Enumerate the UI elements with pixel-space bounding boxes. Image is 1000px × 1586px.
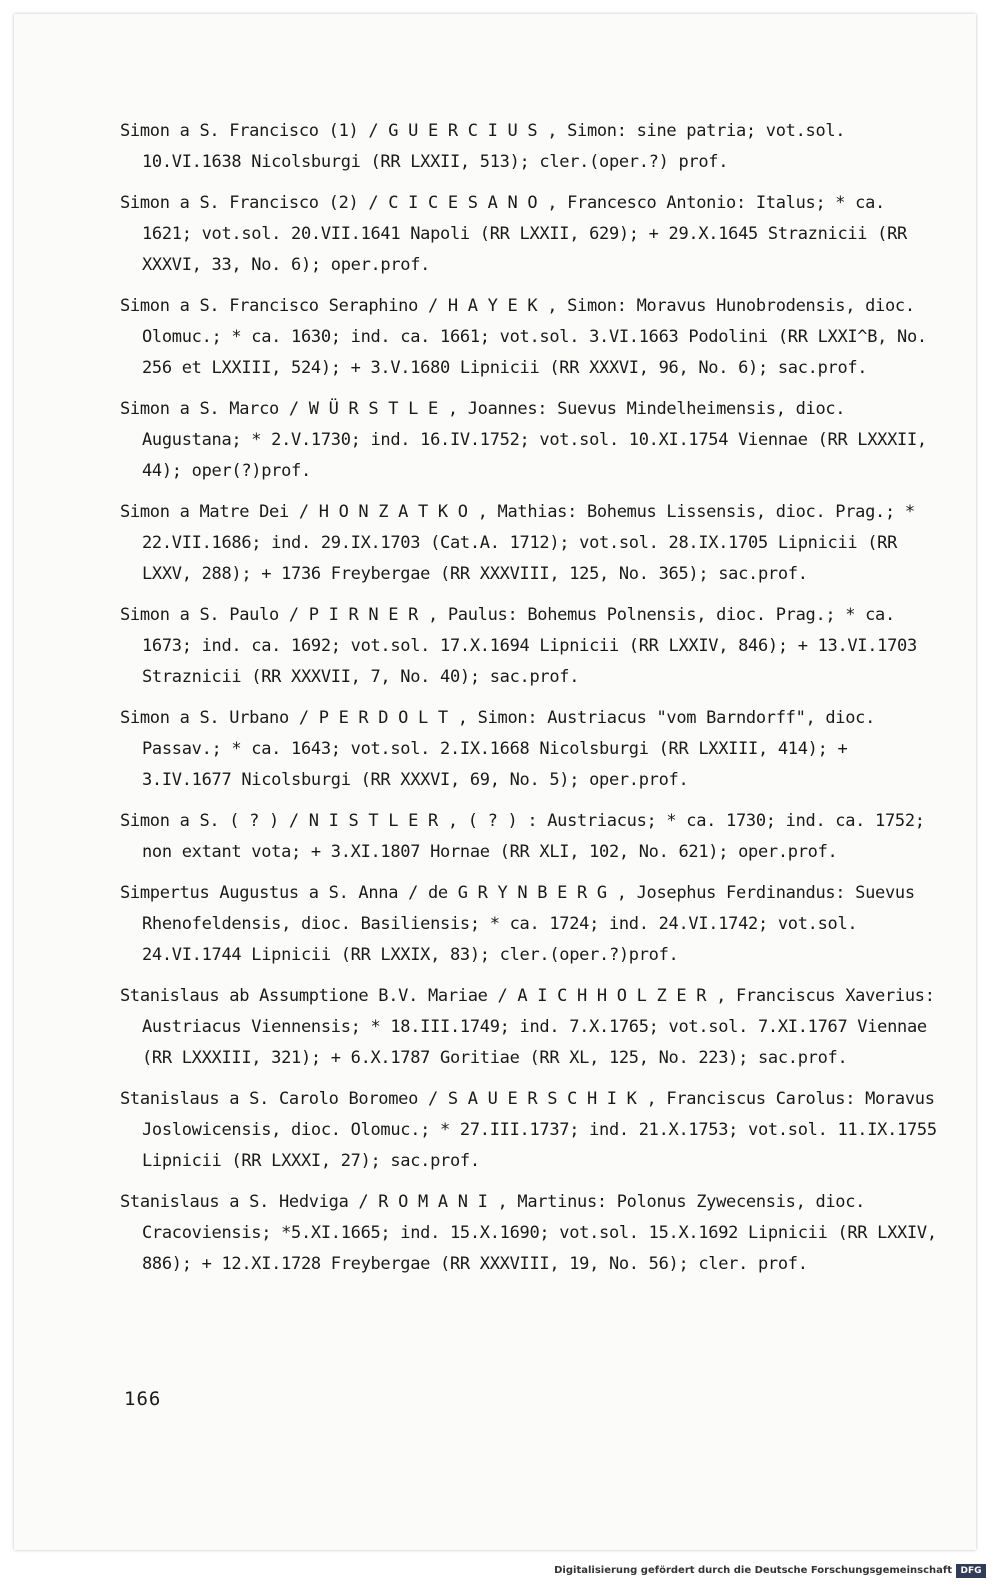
entry: Simon a Matre Dei / H O N Z A T K O , Mathias: Bohemus Lissensis, dioc. Prag.; * 22.VII.1686; ind. 29.IX.1703 (Cat.A. 1712); vot.sol. 28.IX.1705 Lipnicii (RR LXXV, 288); + 1736 Freybergae (RR XXXVIII, 125, No. 365); sac.prof. xyxy=(120,502,915,584)
entry: Simon a S. Urbano / P E R D O L T , Simon: Austriacus "vom Barndorff", dioc. Passav.; * ca. 1643; vot.sol. 2.IX.1668 Nicolsburgi (RR LXXIII, 414); + 3.IV.1677 Nicolsburgi (RR XXXVI, 69, No. 5); oper.prof. xyxy=(120,708,876,790)
dfg-logo-icon: DFG xyxy=(956,1564,986,1578)
entry: Stanislaus a S. Carolo Boromeo / S A U E R S C H I K , Franciscus Carolus: Moravus Joslowicensis, dioc. Olomuc.; * 27.III.1737; ind. 21.X.1753; vot.sol. 11.IX.1755 Lipnicii (RR LXXXI, 27); sac.prof. xyxy=(120,1089,937,1171)
entry: Simon a S. ( ? ) / N I S T L E R , ( ? ) : Austriacus; * ca. 1730; ind. ca. 1752; non extant vota; + 3.XI.1807 Hornae (RR XLI, 102, No. 621); oper.prof. xyxy=(120,811,925,862)
entry: Simon a S. Francisco (2) / C I C E S A N O , Francesco Antonio: Italus; * ca. 1621; vot.sol. 20.VII.1641 Napoli (RR LXXII, 629); + 29.X.1645 Straznicii (RR XXXVI, 33, No. 6); oper.prof. xyxy=(120,193,907,275)
entry: Stanislaus ab Assumptione B.V. Mariae / A I C H H O L Z E R , Franciscus Xaverius: Austriacus Viennensis; * 18.III.1749; ind. 7.X.1765; vot.sol. 7.XI.1767 Viennae (RR LXXXIII, 321); + 6.X.1787 Goritiae (RR XL, 125, No. 223); sac.prof. xyxy=(120,986,935,1068)
entry: Simpertus Augustus a S. Anna / de G R Y N B E R G , Josephus Ferdinandus: Suevus Rhenofeldensis, dioc. Basiliensis; * ca. 1724; ind. 24.VI.1742; vot.sol. 24.VI.1744 Lipnicii (RR LXXIX, 83); cler.(oper.?)prof. xyxy=(120,883,915,965)
entry: Simon a S. Francisco Seraphino / H A Y E K , Simon: Moravus Hunobrodensis, dioc. Olomuc.; * ca. 1630; ind. ca. 1661; vot.sol. 3.VI.1663 Podolini (RR LXXI^B, No. 256 et LXXIII, 524); + 3.V.1680 Lipnicii (RR XXXVI, 96, No. 6); sac.prof. xyxy=(120,296,927,378)
page-number: 166 xyxy=(124,1388,162,1410)
entry: Simon a S. Marco / W Ü R S T L E , Joannes: Suevus Mindelheimensis, dioc. Augustana; * 2.V.1730; ind. 16.IV.1752; vot.sol. 10.XI.1754 Viennae (RR LXXXII, 44); oper(?)prof. xyxy=(120,399,927,481)
entry: Stanislaus a S. Hedviga / R O M A N I , Martinus: Polonus Zywecensis, dioc. Cracoviensis; *5.XI.1665; ind. 15.X.1690; vot.sol. 15.X.1692 Lipnicii (RR LXXIV, 886); + 12.XI.1728 Freybergae (RR XXXVIII, 19, No. 56); cler. prof. xyxy=(120,1192,937,1274)
entry-list xyxy=(120,116,940,1290)
entry: Simon a S. Francisco (1) / G U E R C I U S , Simon: sine patria; vot.sol. 10.VI.1638 Nicolsburgi (RR LXXII, 513); cler.(oper.?) prof. xyxy=(120,121,846,172)
entry: Simon a S. Paulo / P I R N E R , Paulus: Bohemus Polnensis, dioc. Prag.; * ca. 1673; ind. ca. 1692; vot.sol. 17.X.1694 Lipnicii (RR LXXIV, 846); + 13.VI.1703 Straznicii (RR XXXVII, 7, No. 40); sac.prof. xyxy=(120,605,917,687)
digitization-credit: Digitalisierung gefördert durch die Deutsche Forschungsgemeinschaft xyxy=(554,1565,952,1576)
